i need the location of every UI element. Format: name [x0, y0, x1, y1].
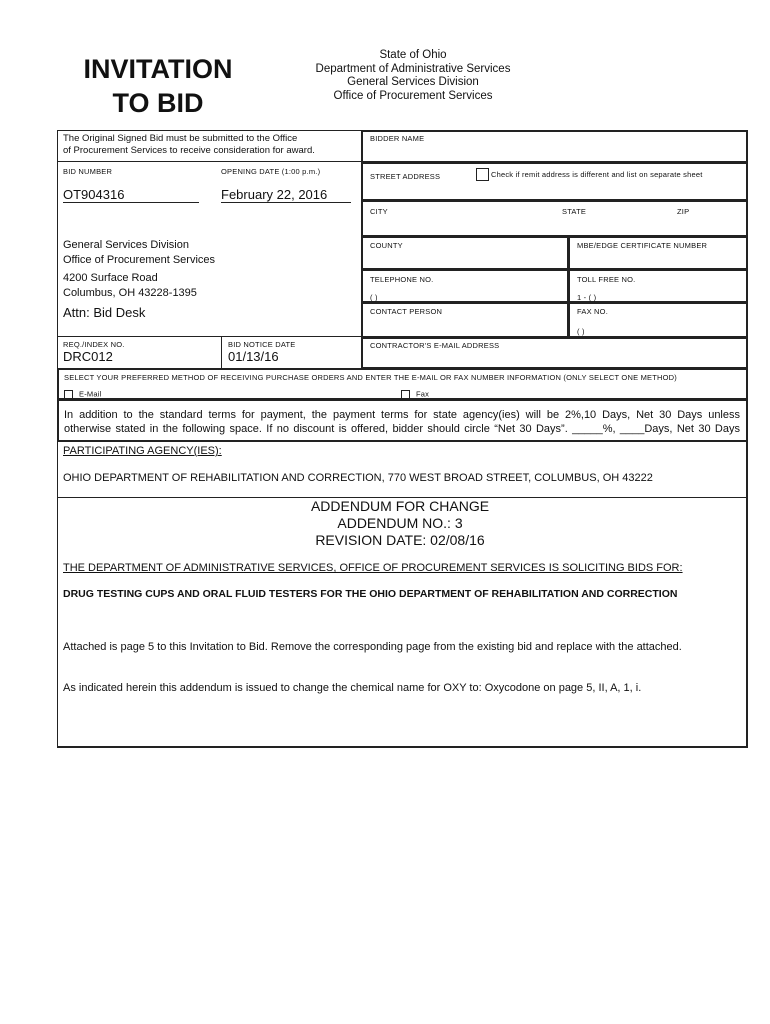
- fax-checkbox-icon: [401, 390, 410, 399]
- addendum-title: ADDENDUM FOR CHANGE: [310, 498, 490, 514]
- req-index-value: DRC012: [63, 349, 113, 364]
- frame-bottom: [57, 746, 748, 748]
- document-title: [58, 52, 258, 120]
- payment-terms-section: [57, 399, 748, 442]
- notice-line-1: The Original Signed Bid must be submitted to the Office: [63, 133, 298, 144]
- bid-number-label: BID NUMBER: [63, 167, 113, 176]
- opening-date-value: February 22, 2016: [221, 187, 328, 202]
- bid-notice-date-label: BID NOTICE DATE: [228, 340, 296, 349]
- submission-notice: [63, 133, 358, 157]
- req-index-label: REQ./INDEX NO.: [63, 340, 125, 349]
- soliciting-statement: THE DEPARTMENT OF ADMINISTRATIVE SERVICES, OFFICE OF PROCUREMENT SERVICES IS SOLICITING BIDS FOR:: [63, 562, 683, 574]
- remit-check-label: Check if remit address is different and list on separate sheet: [491, 170, 703, 179]
- fax-value: ( ): [577, 327, 585, 336]
- city-label: CITY: [370, 207, 388, 216]
- divider: [221, 336, 222, 368]
- checkbox-square-icon: [476, 168, 489, 181]
- mbe-certificate-field[interactable]: [568, 236, 748, 270]
- address-line-3: 4200 Surface Road: [63, 272, 158, 284]
- bid-number-underline: [63, 202, 199, 203]
- toll-free-field[interactable]: [568, 269, 748, 303]
- mbe-label: MBE/EDGE CERTIFICATE NUMBER: [577, 241, 708, 250]
- bidder-name-label: BIDDER NAME: [370, 134, 425, 143]
- opening-date-underline: [221, 202, 351, 203]
- opening-date-label: OPENING DATE (1:00 p.m.): [221, 167, 321, 176]
- fax-option[interactable]: [401, 389, 429, 399]
- mailing-address: [63, 238, 215, 301]
- telephone-field[interactable]: [361, 269, 569, 303]
- agency-line-1: State of Ohio: [379, 49, 447, 61]
- participating-agency-value: OHIO DEPARTMENT OF REHABILITATION AND CORRECTION, 770 WEST BROAD STREET, COLUMBUS, OH 43222: [63, 472, 653, 484]
- addendum-paragraph-2: As indicated herein this addendum is issued to change the chemical name for OXY to: Oxycodone on page 5, II, A, 1, i.: [63, 682, 642, 694]
- address-line-2: Office of Procurement Services: [63, 254, 216, 266]
- city-state-zip-field[interactable]: [361, 200, 748, 237]
- bidder-name-field[interactable]: [361, 130, 748, 163]
- title-line-1: INVITATION: [83, 54, 233, 84]
- po-method-instruction: SELECT YOUR PREFERRED METHOD OF RECEIVING PURCHASE ORDERS AND ENTER THE E-MAIL OR FAX NUMBER INFORMATION (ONLY SELECT ONE METHOD): [64, 373, 677, 382]
- agency-line-4: Office of Procurement Services: [333, 89, 493, 102]
- zip-label: ZIP: [677, 207, 690, 216]
- agency-line-2: Department of Administrative Services: [315, 62, 511, 75]
- address-line-4: Columbus, OH 43228-1395: [63, 287, 197, 299]
- fax-option-label: Fax: [416, 389, 430, 399]
- street-address-label: STREET ADDRESS: [370, 172, 441, 181]
- telephone-label: TELEPHONE NO.: [370, 275, 434, 284]
- remit-address-checkbox[interactable]: [476, 168, 703, 181]
- bid-notice-date-value: 01/13/16: [228, 349, 279, 364]
- attn-line: Attn: Bid Desk: [63, 305, 146, 320]
- fax-label: FAX NO.: [577, 307, 608, 316]
- contractor-email-field[interactable]: [361, 337, 748, 369]
- email-checkbox-icon: [64, 390, 73, 399]
- po-method-section: [57, 368, 748, 400]
- payment-terms-line-1: In addition to the standard terms for payment, the payment terms for state agency(ies) will be 2%,10 Days, Net 30 Days unless: [64, 409, 740, 421]
- divider: [57, 336, 362, 337]
- addendum-heading: [200, 498, 600, 549]
- divider: [57, 161, 362, 162]
- participating-agency-heading: PARTICIPATING AGENCY(IES):: [63, 445, 222, 457]
- bid-subject: DRUG TESTING CUPS AND ORAL FLUID TESTERS FOR THE OHIO DEPARTMENT OF REHABILITATION AND CORRECTION: [63, 588, 678, 600]
- email-option[interactable]: [64, 389, 101, 399]
- contact-person-field[interactable]: [361, 302, 569, 338]
- toll-free-label: TOLL FREE NO.: [577, 275, 636, 284]
- toll-free-value: 1 - ( ): [577, 293, 597, 302]
- county-field[interactable]: [361, 236, 569, 270]
- issuing-agency: [283, 49, 543, 103]
- bid-number-value: OT904316: [63, 187, 125, 202]
- address-line-1: General Services Division: [63, 239, 189, 251]
- agency-line-3: General Services Division: [347, 76, 479, 88]
- state-label: STATE: [562, 207, 587, 216]
- telephone-value: ( ): [370, 293, 378, 302]
- fax-field[interactable]: [568, 302, 748, 338]
- contact-person-label: CONTACT PERSON: [370, 307, 443, 316]
- notice-line-2: of Procurement Services to receive consideration for award.: [63, 145, 315, 156]
- addendum-paragraph-1: Attached is page 5 to this Invitation to Bid. Remove the corresponding page from the existing bid and replace with the attached.: [63, 641, 682, 653]
- title-line-2: TO BID: [112, 88, 204, 118]
- county-label: COUNTY: [370, 241, 403, 250]
- revision-date: REVISION DATE: 02/08/16: [315, 532, 485, 548]
- addendum-number: ADDENDUM NO.: 3: [337, 515, 463, 531]
- payment-terms-line-2: otherwise stated in the following space. If no discount is offered, bidder should circle “Net 30 Days”. _____%, ____Days, Net 30 Days: [64, 423, 740, 435]
- email-option-label: E-Mail: [79, 389, 102, 399]
- email-label: CONTRACTOR'S E-MAIL ADDRESS: [370, 341, 500, 350]
- frame-top-left: [57, 130, 362, 131]
- street-address-field[interactable]: [361, 162, 748, 201]
